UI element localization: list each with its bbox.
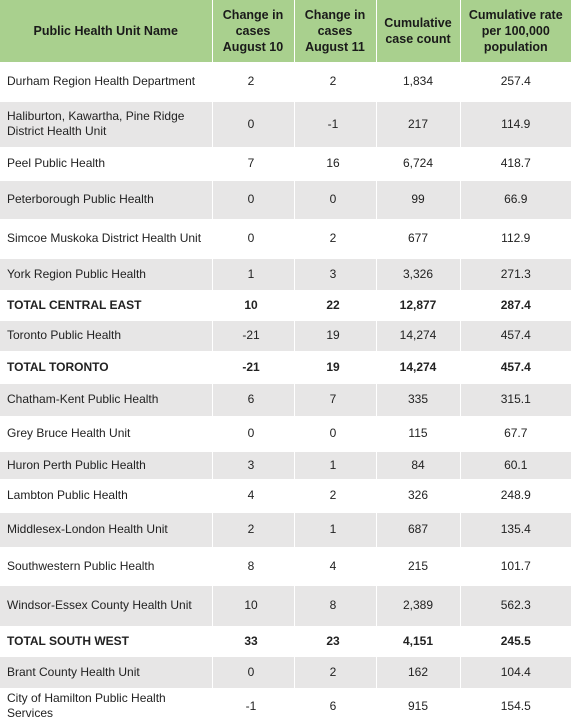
cumulative-rate-cell: 315.1 [460,383,571,416]
column-header-cumulative-rate: Cumulative rate per 100,000 population [460,0,571,62]
table-row [0,688,571,724]
cumulative-rate-cell: 245.5 [460,626,571,656]
table-row [0,320,571,351]
change-aug11-cell: 22 [294,290,376,320]
change-aug10-cell: 0 [212,656,294,688]
change-aug10-cell: 8 [212,547,294,585]
change-aug10-cell: 0 [212,219,294,258]
cumulative-count-cell: 677 [376,219,460,258]
table-row [0,656,571,688]
change-aug11-cell: 0 [294,180,376,219]
cumulative-rate-cell: 418.7 [460,147,571,180]
table-row [0,547,571,585]
change-aug10-cell: -21 [212,320,294,351]
change-aug11-cell: 2 [294,479,376,512]
change-aug10-cell: 7 [212,147,294,180]
health-unit-name-cell: York Region Public Health [0,258,212,290]
table-row [0,258,571,290]
health-unit-name-cell: Grey Bruce Health Unit [0,416,212,451]
change-aug10-cell: -1 [212,688,294,724]
cumulative-rate-cell: 60.1 [460,451,571,479]
change-aug10-cell: 4 [212,479,294,512]
cumulative-count-cell: 84 [376,451,460,479]
cumulative-rate-cell: 66.9 [460,180,571,219]
change-aug11-cell: 2 [294,656,376,688]
column-header-change-aug11: Change in cases August 11 [294,0,376,62]
change-aug10-cell: 2 [212,512,294,547]
cumulative-count-cell: 162 [376,656,460,688]
change-aug10-cell: 33 [212,626,294,656]
health-unit-name-cell: Huron Perth Public Health [0,451,212,479]
table-row [0,383,571,416]
change-aug11-cell: 1 [294,512,376,547]
cumulative-rate-cell: 114.9 [460,101,571,147]
health-unit-name-cell: Middlesex-London Health Unit [0,512,212,547]
cumulative-rate-cell: 112.9 [460,219,571,258]
cumulative-rate-cell: 104.4 [460,656,571,688]
table-total-row [0,351,571,383]
cumulative-count-cell: 1,834 [376,62,460,101]
cumulative-count-cell: 12,877 [376,290,460,320]
cumulative-count-cell: 687 [376,512,460,547]
change-aug11-cell: 6 [294,688,376,724]
change-aug11-cell: 19 [294,351,376,383]
change-aug10-cell: 0 [212,416,294,451]
table-row [0,219,571,258]
header-row [0,0,571,62]
health-unit-name-cell: Chatham-Kent Public Health [0,383,212,416]
cumulative-count-cell: 915 [376,688,460,724]
cumulative-rate-cell: 67.7 [460,416,571,451]
change-aug11-cell: 8 [294,585,376,626]
change-aug11-cell: 1 [294,451,376,479]
change-aug11-cell: 16 [294,147,376,180]
change-aug10-cell: 0 [212,180,294,219]
health-unit-name-cell: Southwestern Public Health [0,547,212,585]
change-aug11-cell: 23 [294,626,376,656]
table-row [0,147,571,180]
table-row [0,101,571,147]
cumulative-count-cell: 14,274 [376,320,460,351]
health-unit-name-cell: Brant County Health Unit [0,656,212,688]
table-row [0,180,571,219]
change-aug10-cell: 10 [212,585,294,626]
cumulative-rate-cell: 248.9 [460,479,571,512]
change-aug11-cell: 2 [294,219,376,258]
change-aug11-cell: 0 [294,416,376,451]
health-unit-name-cell: Windsor-Essex County Health Unit [0,585,212,626]
cumulative-count-cell: 215 [376,547,460,585]
cumulative-rate-cell: 562.3 [460,585,571,626]
health-unit-name-cell: Toronto Public Health [0,320,212,351]
column-header-cumulative-count: Cumulative case count [376,0,460,62]
health-unit-name-cell: Peterborough Public Health [0,180,212,219]
change-aug10-cell: 6 [212,383,294,416]
cumulative-count-cell: 14,274 [376,351,460,383]
column-header-change-aug10: Change in cases August 10 [212,0,294,62]
table-row [0,585,571,626]
health-unit-name-cell: Lambton Public Health [0,479,212,512]
change-aug11-cell: 2 [294,62,376,101]
change-aug11-cell: -1 [294,101,376,147]
cumulative-rate-cell: 457.4 [460,351,571,383]
table-header [0,0,571,62]
cumulative-rate-cell: 271.3 [460,258,571,290]
health-unit-name-cell: Peel Public Health [0,147,212,180]
cumulative-count-cell: 335 [376,383,460,416]
cumulative-count-cell: 217 [376,101,460,147]
column-header-unit-name: Public Health Unit Name [0,0,212,62]
table-row [0,479,571,512]
cumulative-count-cell: 115 [376,416,460,451]
table-total-row [0,290,571,320]
health-unit-name-cell: City of Hamilton Public Health Services [0,688,212,724]
change-aug11-cell: 7 [294,383,376,416]
cumulative-rate-cell: 135.4 [460,512,571,547]
change-aug11-cell: 4 [294,547,376,585]
health-unit-name-cell: TOTAL SOUTH WEST [0,626,212,656]
change-aug11-cell: 3 [294,258,376,290]
change-aug10-cell: -21 [212,351,294,383]
table-body [0,62,571,724]
change-aug10-cell: 2 [212,62,294,101]
table-row [0,451,571,479]
cumulative-count-cell: 3,326 [376,258,460,290]
health-unit-name-cell: Haliburton, Kawartha, Pine Ridge District Health Unit [0,101,212,147]
health-unit-name-cell: Simcoe Muskoka District Health Unit [0,219,212,258]
cumulative-rate-cell: 154.5 [460,688,571,724]
table-row [0,512,571,547]
health-unit-name-cell: TOTAL TORONTO [0,351,212,383]
cumulative-count-cell: 2,389 [376,585,460,626]
cumulative-count-cell: 326 [376,479,460,512]
cumulative-rate-cell: 287.4 [460,290,571,320]
cumulative-rate-cell: 457.4 [460,320,571,351]
change-aug10-cell: 10 [212,290,294,320]
cumulative-count-cell: 99 [376,180,460,219]
cumulative-count-cell: 4,151 [376,626,460,656]
health-unit-name-cell: TOTAL CENTRAL EAST [0,290,212,320]
change-aug11-cell: 19 [294,320,376,351]
table-row [0,62,571,101]
change-aug10-cell: 3 [212,451,294,479]
health-unit-name-cell: Durham Region Health Department [0,62,212,101]
table-row [0,416,571,451]
cumulative-rate-cell: 101.7 [460,547,571,585]
table-total-row [0,626,571,656]
cumulative-rate-cell: 257.4 [460,62,571,101]
cumulative-count-cell: 6,724 [376,147,460,180]
change-aug10-cell: 1 [212,258,294,290]
change-aug10-cell: 0 [212,101,294,147]
